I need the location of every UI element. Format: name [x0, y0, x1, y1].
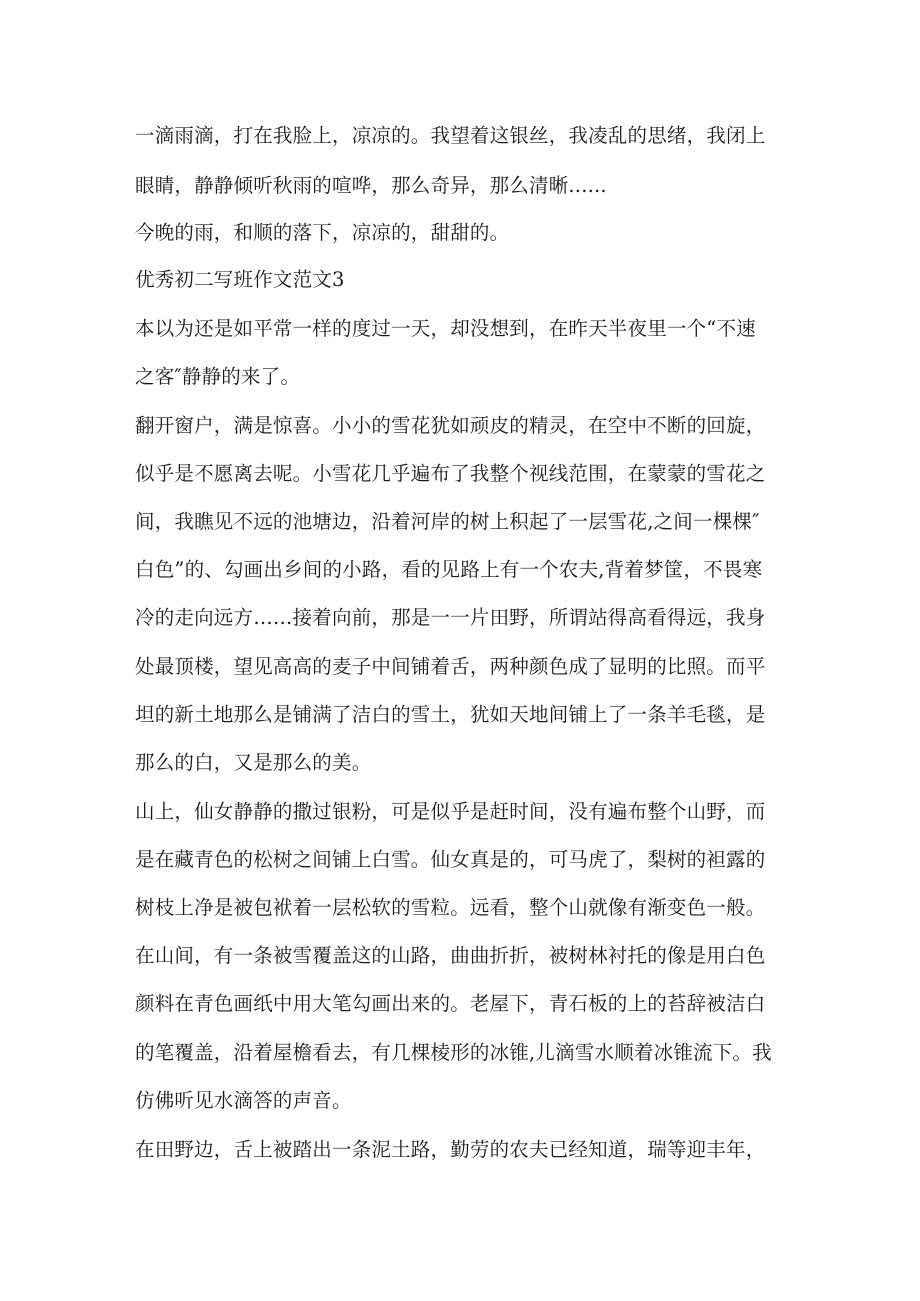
- text-line: 白色”的、勾画出乡间的小路，看的见路上有一个农夫,背着梦筐，不畏寒: [135, 558, 763, 581]
- text-line: 一滴雨滴，打在我脸上，凉凉的。我望着这银丝，我凌乱的思绪，我闭上: [135, 124, 766, 147]
- text-line: 翻开窗户，满是惊喜。小小的雪花犹如顽皮的精灵，在空中不断的回旋，: [135, 414, 766, 437]
- text-line: 本以为还是如平常一样的度过一天，却没想到，在昨天半夜里一个“不速: [135, 317, 756, 340]
- text-line: 那么的白，又是那么的美。: [135, 751, 372, 774]
- text-line: 仿佛听见水滴答的声音。: [135, 1089, 352, 1112]
- text-line: 处最顶楼，望见高高的麦子中间铺着舌，两种颜色成了显明的比照。而平: [135, 655, 766, 678]
- text-line: 间，我瞧见不远的池塘边，沿着河岸的树上积起了一层雪花,之间一棵棵″: [135, 510, 760, 533]
- text-line: 山上，仙女静静的撒过银粉，可是似乎是赶时间，没有遍布整个山野，而: [135, 800, 766, 823]
- text-line: 在田野边，舌上被踏出一条泥土路，勤劳的农夫已经知道，瑞等迎丰年，: [135, 1138, 766, 1161]
- text-line: 冷的走向远方……接着向前，那是一一片田野，所谓站得高看得远，我身: [135, 606, 766, 629]
- text-line: 坦的新土地那么是铺满了洁白的雪土，犹如天地间铺上了一条羊毛毯，是: [135, 703, 766, 726]
- text-line: 在山间，有一条被雪覆盖这的山路，曲曲折折，被树林衬托的像是用白色: [135, 944, 766, 967]
- text-line: 之客″静静的来了。: [135, 365, 301, 388]
- section-heading: 优秀初二写班作文范文3: [135, 268, 345, 291]
- text-line: 似乎是不愿离去呢。小雪花几乎遍布了我整个视线范围，在蒙蒙的雪花之: [135, 462, 766, 485]
- text-line: 今晚的雨，和顺的落下，凉凉的，甜甜的。: [135, 221, 510, 244]
- text-line: 的笔覆盖，沿着屋檐看去，有几棵棱形的冰锥,儿滴雪水顺着冰锥流下。我: [135, 1041, 772, 1064]
- text-line: 眼睛，静静倾听秋雨的喧哗，那么奇异，那么清晰......: [135, 174, 607, 197]
- text-line: 是在藏青色的松树之间铺上白雪。仙女真是的，可马虎了，梨树的袒露的: [135, 848, 766, 871]
- text-line: 颜料在青色画纸中用大笔勾画出来的。老屋下，青石板的上的苔辞被洁白: [135, 992, 766, 1015]
- text-line: 树枝上净是被包袱着一层松软的雪粒。远看，整个山就像有渐变色一般。: [135, 896, 766, 919]
